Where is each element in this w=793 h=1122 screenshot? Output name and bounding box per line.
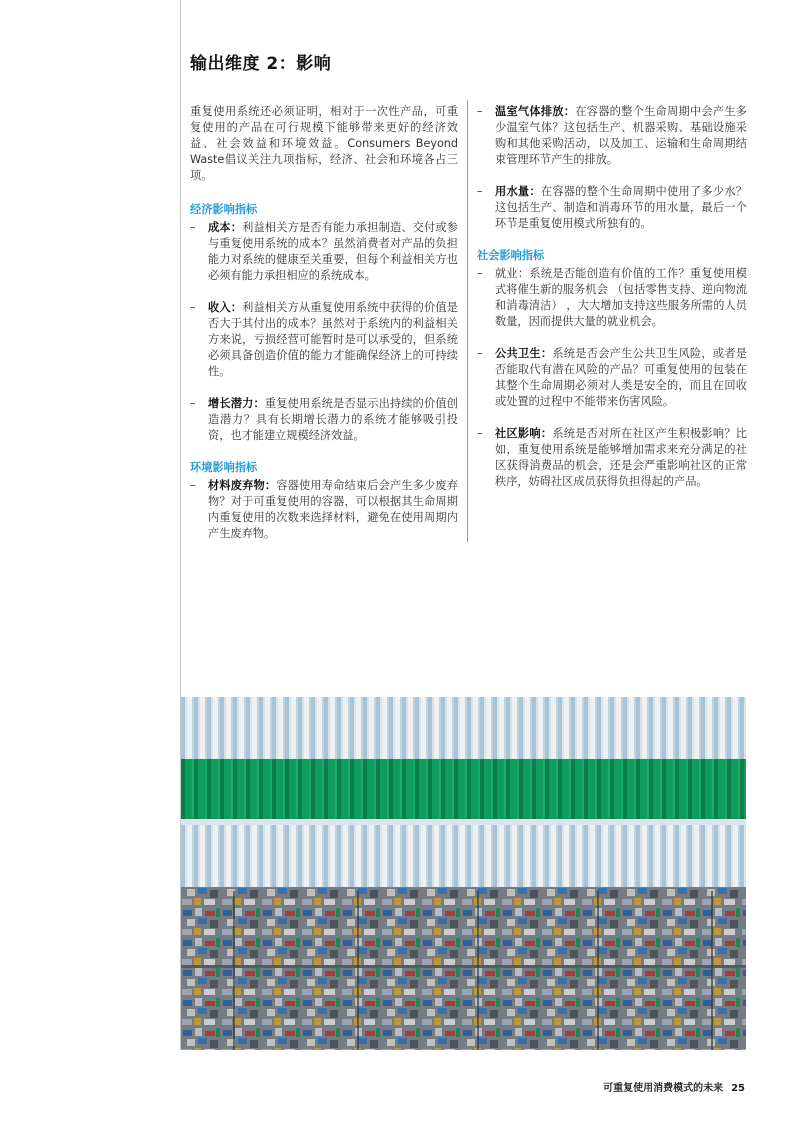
- list-marker: –: [477, 267, 483, 280]
- list-marker: –: [477, 427, 483, 440]
- item-text: 就业：系统是否能创造有价值的工作？重复使用模式将催生新的服务机会 （包括零售支持、逆向物流和消毒清洁） ，大大增加支持这些服务所需的人员数量，因而提供大量的就业机会。: [495, 267, 747, 328]
- list-marker: –: [190, 479, 196, 492]
- item-term: 增长潜力：: [208, 397, 265, 410]
- item-term: 社区影响：: [495, 427, 553, 440]
- item-text: 容器使用寿命结束后会产生多少废弃物？对于可重复使用的容器，可以根据其生命周期内重复使用的次数来选择材料，避免在使用周期内产生废弃物。: [208, 479, 458, 540]
- list-marker: –: [477, 347, 483, 360]
- list-item: [190, 478, 458, 542]
- item-term: 材料废弃物：: [208, 479, 277, 492]
- item-text: 利益相关方从重复使用系统中获得的价值是否大于其付出的成本？虽然对于系统内的利益相关方来说，亏损经营可能暂时是可以承受的，但系统必须具备创造价值的能力才能确保经济上的可持续性。: [208, 301, 458, 378]
- column-divider: [467, 100, 468, 542]
- page-footer: [603, 1079, 745, 1094]
- item-text: 利益相关方是否有能力承担制造、交付或参与重复使用系统的成本？虽然消费者对产品的负担能力对系统的健康至关重要，但每个利益相关方也必须有能力承担相应的系统成本。: [208, 221, 458, 282]
- list-item: [477, 426, 747, 490]
- list-marker: –: [190, 221, 196, 234]
- page-number: 25: [731, 1083, 745, 1094]
- item-term: 温室气体排放：: [495, 105, 576, 118]
- environmental-heading: 环境影响指标: [190, 461, 258, 474]
- item-term: 公共卫生：: [495, 347, 553, 360]
- list-marker: –: [190, 301, 196, 314]
- item-term: 成本：: [208, 221, 243, 234]
- item-term: 用水量：: [495, 185, 541, 198]
- list-item: [190, 220, 458, 284]
- list-item: [477, 104, 747, 168]
- item-term: 收入：: [208, 301, 243, 314]
- footer-title: 可重复使用消费模式的未来: [603, 1083, 724, 1094]
- list-item: [477, 346, 747, 410]
- right-column: [477, 104, 747, 506]
- economic-heading: 经济影响指标: [190, 203, 258, 216]
- item-text: 系统是否会产生公共卫生风险，或者是否能取代有潜在风险的产品？可重复使用的包装在其整个生命周期必须对人类是安全的，而且在回收或处置的过程中不能带来伤害风险。: [495, 347, 747, 408]
- list-marker: –: [477, 105, 483, 118]
- item-text: 系统是否对所在社区产生积极影响？比如，重复使用系统是能够增加需求来充分满足的社区获得消费品的机会，还是会严重影响社区的正常秩序，妨碍社区成员获得负担得起的产品。: [495, 427, 747, 488]
- list-item: [190, 396, 458, 444]
- list-item: [477, 266, 747, 330]
- item-text: 在容器的整个生命周期中会产生多少温室气体？这包括生产、机器采购、基础设施采购和其他采购活动，以及加工、运输和生命周期结束管理环节产生的排放。: [495, 105, 747, 166]
- social-heading: 社会影响指标: [477, 249, 545, 262]
- intro-paragraph: 重复使用系统还必须证明，相对于一次性产品，可重复使用的产品在可行规模下能够带来更好的经济效益、社会效益和环境效益。Consumers Beyond Waste倡议关注九项指标，经济、社会和环境各占三项。: [190, 105, 458, 182]
- page-title: 输出维度 2：影响: [190, 54, 332, 75]
- recycling-bales-photo: [181, 697, 746, 1050]
- list-marker: –: [477, 185, 483, 198]
- list-item: [190, 300, 458, 380]
- left-column: [190, 104, 458, 544]
- item-text: 在容器的整个生命周期中使用了多少水？这包括生产、制造和消毒环节的用水量，最后一个环节是重复使用模式所独有的。: [495, 185, 747, 230]
- list-marker: –: [190, 397, 196, 410]
- list-item: [477, 184, 747, 232]
- item-text: 重复使用系统是否显示出持续的价值创造潜力？具有长期增长潜力的系统才能够吸引投资，也才能建立规模经济效益。: [208, 397, 458, 442]
